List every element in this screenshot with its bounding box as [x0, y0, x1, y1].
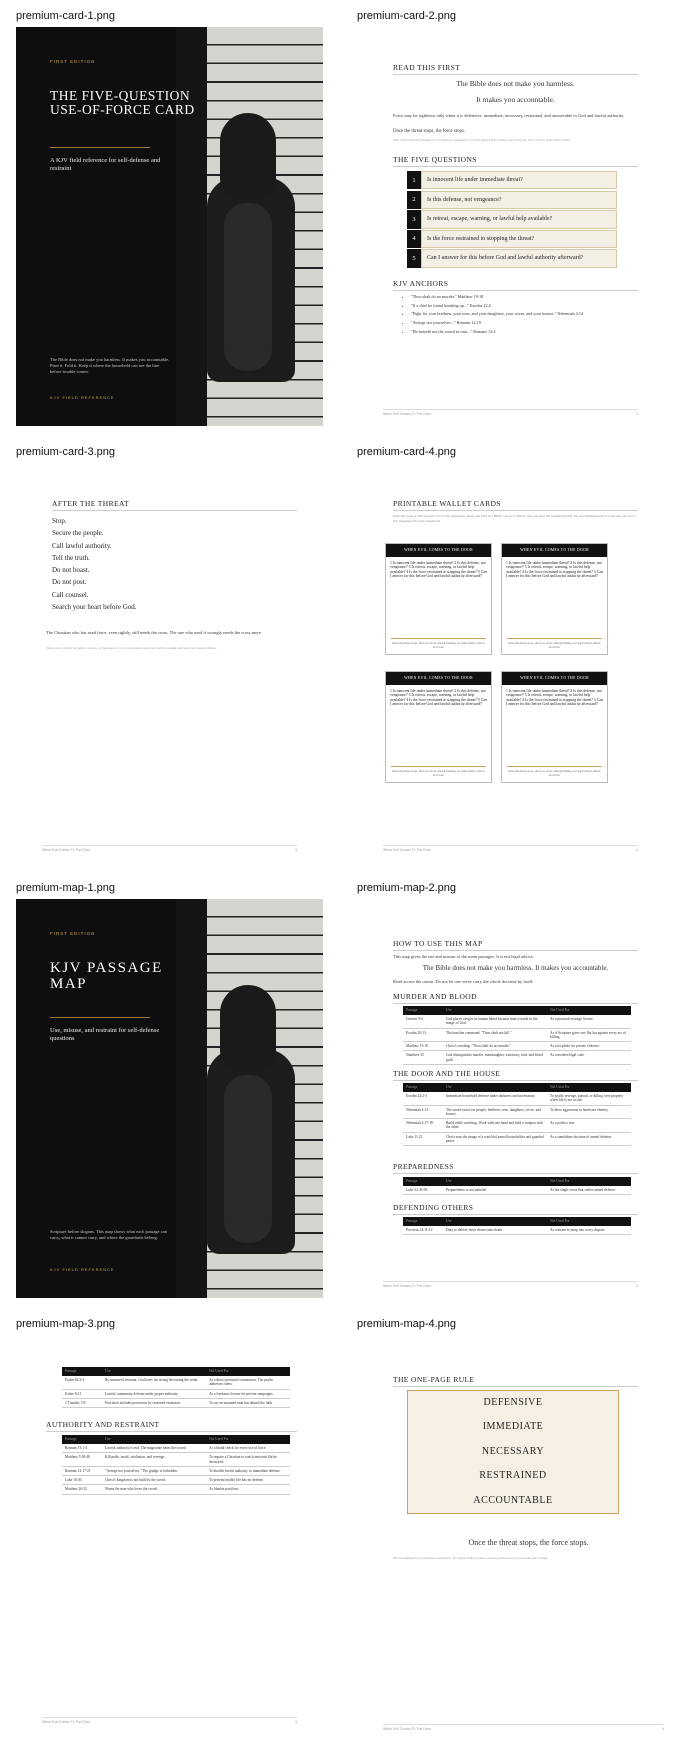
- table-row: Esther 8:11 Lawful community defense under proper authority. As a freelance license for private campaigns.: [62, 1389, 290, 1398]
- passage-table: Passage Use Not Used For Romans 13:1-4 Lawful authority is real. The magistrate bears the sword. As a blank check for every use of force. Matthew 5:38-48 Kill pride, insult, retaliation, and revenge. To require a Christian to watch innocent life be destroyed. Romans 12:17-21 "Avenge not yourselves." The grudge is forbidden. To abolish lawful authority or immediate defense. Luke 16:36 Christ's kingdom is not built by the sword. To pretend earthly life has no defense. Matthew 26:52 Warns the man who loves the sword. As blanket pacifism.: [62, 1435, 290, 1495]
- section-heading: MURDER AND BLOOD: [393, 992, 638, 1004]
- list-item: • "Thou shalt do no murder." Matthew 19:18: [411, 293, 641, 302]
- list-item: Secure the people.: [52, 529, 104, 538]
- after-steps-list: [52, 515, 137, 613]
- body-paragraph: Read across the canon. Do not let one verse carry the whole doctrine by itself.: [393, 979, 534, 984]
- filename-label: premium-map-1.png: [16, 882, 116, 894]
- page-footer: When Evil Comes To The Door 4: [383, 1724, 664, 1731]
- table-row: Exodus 20:13 The baseline command: "Thou shalt not kill." As if Scripture gives one flat bar against every act of killing.: [403, 1028, 631, 1042]
- silhouette-arm: [224, 203, 272, 371]
- disclaimer-note: This is not a script for police, courts, or insurance. It is a conscience card. Get lawful counsel and heed law present duties.: [46, 646, 217, 650]
- card-after-threat-page: [16, 463, 323, 862]
- list-item: • "If a thief be found breaking up..." Exodus 22:2: [411, 302, 641, 311]
- question-row: 3 Is retreat, escape, warning, or lawful help available?: [407, 210, 617, 228]
- section-heading: THE ONE-PAGE RULE: [393, 1375, 638, 1387]
- list-item: Search your heart before God.: [52, 603, 137, 612]
- question-row: 1 Is innocent life under immediate threat?: [407, 171, 617, 189]
- cover-title: KJV PASSAGE MAP: [50, 960, 163, 992]
- cover-dark-band: [176, 899, 207, 1298]
- kjv-anchor-list: [403, 293, 641, 337]
- cover-rule: [50, 147, 150, 148]
- list-item: Call counsel.: [52, 590, 89, 599]
- filename-label: premium-card-1.png: [16, 10, 116, 22]
- cover-subtitle: Use, misuse, and restraint for self-defense questions: [50, 1027, 160, 1042]
- filename-label: premium-card-4.png: [357, 446, 457, 458]
- table-row: Matthew 19:18 Christ's wording: "Thou shalt do no murder." As a loophole for private violence.: [403, 1042, 631, 1051]
- filename-label: premium-card-3.png: [16, 446, 116, 458]
- wallet-card: WHEN EVIL COMES TO THE DOOR 1 Is innocent life under immediate threat? 2 Is this defense, not vengeance? 3 Is retreat, escape, warning, or lawful help available? 4 Is the force restrained to stopping the threat? 5 Can I answer for this before God and lawful authority afterward? Once the threat stops, the force stops. Moral framing, not legal advice. Know local law.: [385, 671, 492, 783]
- body-paragraph: This map gives the use and misuse of the main passages. It is not legal advice.: [393, 954, 534, 959]
- map-cover-page: [16, 899, 323, 1298]
- list-item: • "Avenge not yourselves..." Romans 12:19: [411, 319, 641, 328]
- cover-kicker: FIRST EDITION: [50, 931, 96, 936]
- page-footer: When Evil Comes To The Door 3: [42, 1717, 297, 1724]
- rule-word: NECESSARY: [481, 1445, 545, 1457]
- rule-word: RESTRAINED: [479, 1470, 547, 1482]
- table-row: 1 Timothy 5:8 Provision includes protection by reasoned extension. To say an unarmed man has denied the faith.: [62, 1398, 290, 1407]
- card-wallet-page: [357, 463, 664, 862]
- intro-text: Print this page at 100 percent. Cut on the light lines. Keep one card in a Bible, one in a vehicle, and one near the household plan. Do not laminate until you are sure the local-law language fits your household.: [393, 514, 636, 523]
- cover-subtitle: A KJV field reference for self-defense and restraint: [50, 157, 161, 172]
- section-heading: PRINTABLE WALLET CARDS: [393, 499, 638, 511]
- cover-rule: [50, 1017, 150, 1018]
- card-cover-page: [16, 27, 323, 426]
- filename-label: premium-card-2.png: [357, 10, 457, 22]
- cover-brand: KJV FIELD REFERENCE: [50, 395, 115, 400]
- list-item: Stop.: [52, 517, 67, 525]
- rule-box: [407, 1390, 619, 1514]
- question-row: 5 Can I answer for this before God and lawful authority afterward?: [407, 249, 617, 267]
- list-item: • "He beareth not the sword in vain..." Romans 13:4: [411, 328, 641, 337]
- body-paragraph: Force may be righteous only when it is defensive, immediate, necessary, restrained, and answerable to God and lawful authority.: [393, 113, 625, 118]
- table-row: Luke 22:36-38 Preparedness is not unbelief. As the single verse that settles armed defense.: [403, 1186, 631, 1195]
- section-heading: AFTER THE THREAT: [52, 499, 297, 511]
- body-paragraph: Once the threat stops, the force stops.: [393, 129, 465, 134]
- disclaimer-note: This card is moral framing for a Christian conscience. It is not legal advice. Know and obey the laws of your state and locality.: [393, 138, 571, 142]
- silhouette-arm: [224, 1075, 272, 1243]
- table-row: Matthew 5:38-48 Kill pride, insult, retaliation, and revenge. To require a Christian to watch innocent life be destroyed.: [62, 1453, 290, 1467]
- passage-table: Passage Use Not Used For Genesis 9:6 God places weight on human blood because man is made in the image of God. As a personal revenge license. Exodus 20:13 The baseline command: "Thou shalt not kill." As if Scripture gives one flat bar against every act of killing. Matthew 19:18 Christ's wording: "Thou shalt do no murder." As a loophole for private violence. Numbers 35 God distinguishes murder, manslaughter, sanctuary, trial, and blood guilt. As a modern legal code.: [403, 1006, 631, 1065]
- cover-brand: KJV FIELD REFERENCE: [50, 1267, 115, 1272]
- cover-dark-band: [176, 27, 207, 426]
- table-row: Genesis 9:6 God places weight on human blood because man is made in the image of God. As a personal revenge license.: [403, 1015, 631, 1028]
- section-heading: THE FIVE QUESTIONS: [393, 155, 638, 167]
- map-authority-page: [16, 1335, 323, 1734]
- table-row: Psalm 82:3-4 By measured restraint. God hates the strong devouring the weak. As a direct personal commission. The psalm addresses rulers.: [62, 1376, 290, 1389]
- cover-blurb: Scripture before slogans. This map shows what each passage can carry, what it cannot carry, and where the guardrails belong.: [50, 1229, 167, 1240]
- lead-line: It makes you accountable.: [476, 95, 555, 104]
- card-read-first-page: [357, 27, 664, 426]
- filename-label: premium-map-3.png: [16, 1318, 116, 1330]
- passage-table: Passage Use Not Used For Exodus 22:2-3 Immediate household defense under darkness and uncertainty. To justify revenge, pursuit, or killing over property when life is not at risk. Nehemiah 4:14 The sword exists for people: brethren, sons, daughters, wives, and houses. To bless aggression or hardware identity. Nehemiah 4:17-18 Build while watching. Work with one hand and hold a weapon with the other. As a politics text. Luke 11:21 Christ uses the image of a watchful armed householder and guarded peace. As a standalone doctrine of armed defense.: [403, 1083, 631, 1146]
- section-heading: DEFENDING OTHERS: [393, 1203, 638, 1215]
- list-item: Tell the truth.: [52, 553, 90, 562]
- table-row: Nehemiah 4:17-18 Build while watching. Work with one hand and hold a weapon with the other. As a politics text.: [403, 1119, 631, 1133]
- questions-list: [407, 171, 617, 269]
- map-how-to-page: [357, 899, 664, 1298]
- table-row: Romans 13:1-4 Lawful authority is real. The magistrate bears the sword. As a blank check for every use of force.: [62, 1444, 290, 1453]
- question-row: 4 Is the force restrained to stopping the threat?: [407, 230, 617, 248]
- rule-word: IMMEDIATE: [482, 1421, 544, 1433]
- table-row: Luke 16:36 Christ's kingdom is not built by the sword. To pretend earthly life has no defense.: [62, 1476, 290, 1485]
- section-heading: PREPAREDNESS: [393, 1162, 638, 1174]
- section-heading: AUTHORITY AND RESTRAINT: [46, 1420, 297, 1432]
- table-row: Nehemiah 4:14 The sword exists for people: brethren, sons, daughters, wives, and houses. To bless aggression or hardware identity.: [403, 1105, 631, 1119]
- table-row: Proverbs 24:11-12 Duty to deliver those drawn unto death. As warrant to jump into every dispute.: [403, 1226, 631, 1235]
- list-item: • "Fight for your brethren, your sons, and your daughters, your wives, and your houses." Nehemiah 4:14: [411, 310, 641, 319]
- passage-table: Passage Use Not Used For Proverbs 24:11-12 Duty to deliver those drawn unto death. As warrant to jump into every dispute.: [403, 1217, 631, 1235]
- page-footer: When Evil Comes To The Door 4: [383, 845, 638, 852]
- table-row: Romans 12:17-21 "Avenge not yourselves." The grudge is forbidden. To abolish lawful authority or immediate defense.: [62, 1466, 290, 1475]
- body-paragraph: The Christian who has used force, even rightly, still needs the cross. The one who used it wrongly needs the cross more.: [46, 630, 262, 635]
- passage-table: Passage Use Not Used For Psalm 82:3-4 By measured restraint. God hates the strong devouring the weak. As a direct personal commission. The psalm addresses rulers. Esther 8:11 Lawful community defense under proper authority. As a freelance license for private campaigns. 1 Timothy 5:8 Provision includes protection by reasoned extension. To say an unarmed man has denied the faith.: [62, 1367, 290, 1408]
- page-footer: When Evil Comes To The Door 3: [42, 845, 297, 852]
- list-item: Do not boast.: [52, 566, 90, 575]
- list-item: Do not post.: [52, 578, 87, 587]
- table-row: Numbers 35 God distinguishes murder, manslaughter, sanctuary, trial, and blood guilt. As a modern legal code.: [403, 1051, 631, 1065]
- cover-kicker: FIRST EDITION: [50, 59, 96, 64]
- silhouette-head: [220, 985, 276, 1069]
- wallet-card: WHEN EVIL COMES TO THE DOOR 1 Is innocent life under immediate threat? 2 Is this defense, not vengeance? 3 Is retreat, escape, warning, or lawful help available? 4 Is the force restrained to stopping the threat? 5 Can I answer for this before God and lawful authority afterward? Once the threat stops, the force stops. Moral framing, not legal advice. Know local law.: [501, 543, 608, 655]
- lead-line: The Bible does not make you harmless. It makes you accountable.: [422, 964, 609, 972]
- wallet-card: WHEN EVIL COMES TO THE DOOR 1 Is innocent life under immediate threat? 2 Is this defense, not vengeance? 3 Is retreat, escape, warning, or lawful help available? 4 Is the force restrained to stopping the threat? 5 Can I answer for this before God and lawful authority afterward? Once the threat stops, the force stops. Moral framing, not legal advice. Know local law.: [385, 543, 492, 655]
- passage-table: Passage Use Not Used For Luke 22:36-38 Preparedness is not unbelief. As the single verse that settles armed defense.: [403, 1177, 631, 1195]
- table-row: Luke 11:21 Christ uses the image of a watchful armed householder and guarded peace. As a standalone doctrine of armed defense.: [403, 1132, 631, 1146]
- disclaimer-note: Moral framing for a Christian conscience. Not legal advice. Know and obey the laws of your state and locality.: [393, 1556, 549, 1560]
- rule-word: DEFENSIVE: [483, 1397, 543, 1408]
- section-heading: KJV ANCHORS: [393, 279, 638, 291]
- question-row: 2 Is this defense, not vengeance?: [407, 191, 617, 209]
- table-row: Matthew 26:52 Warns the man who loves the sword. As blanket pacifism.: [62, 1485, 290, 1494]
- silhouette-head: [220, 113, 276, 197]
- list-item: Call lawful authority.: [52, 541, 112, 550]
- closing-line: Once the threat stops, the force stops.: [468, 1538, 589, 1547]
- wallet-card: WHEN EVIL COMES TO THE DOOR 1 Is innocent life under immediate threat? 2 Is this defense, not vengeance? 3 Is retreat, escape, warning, or lawful help available? 4 Is the force restrained to stopping the threat? 5 Can I answer for this before God and lawful authority afterward? Once the threat stops, the force stops. Moral framing, not legal advice. Know local law.: [501, 671, 608, 783]
- rule-word: ACCOUNTABLE: [473, 1494, 553, 1506]
- page-footer: When Evil Comes To The Door 2: [383, 1281, 638, 1288]
- lead-line: The Bible does not make you harmless.: [456, 79, 575, 88]
- section-heading: THE DOOR AND THE HOUSE: [393, 1069, 638, 1081]
- section-heading: HOW TO USE THIS MAP: [393, 939, 638, 951]
- page-footer: When Evil Comes To The Door 1: [383, 409, 638, 416]
- cover-blurb: The Bible does not make you harmless. It makes you accountable. Print it. Fold it. Keep it where the household can see the line before trouble comes.: [50, 357, 170, 374]
- section-heading: READ THIS FIRST: [393, 63, 638, 75]
- filename-label: premium-map-4.png: [357, 1318, 457, 1330]
- cover-title: THE FIVE-QUESTION USE-OF-FORCE CARD: [50, 88, 195, 117]
- table-row: Exodus 22:2-3 Immediate household defense under darkness and uncertainty. To justify revenge, pursuit, or killing over property when life is not at risk.: [403, 1092, 631, 1105]
- filename-label: premium-map-2.png: [357, 882, 457, 894]
